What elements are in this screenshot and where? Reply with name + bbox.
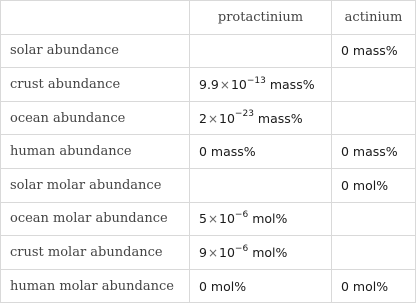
value-mantissa: 2 [199,110,207,126]
actinium-value: 0 mol% [332,269,416,303]
protactinium-value: 0 mol% [190,269,332,303]
value-mantissa: 5 [199,211,207,227]
value-times: × [207,212,219,227]
row-label: crust abundance [1,68,190,102]
actinium-value: 0 mass% [332,34,416,68]
protactinium-value: 0 mass% [190,135,332,169]
row-label: human molar abundance [1,269,190,303]
row-label: ocean abundance [1,101,190,135]
value-base: 10 [219,244,235,260]
protactinium-value [190,168,332,202]
actinium-value [332,202,416,236]
value-base: 10 [230,76,247,92]
value-exponent: −6 [234,243,249,254]
row-label: human abundance [1,135,190,169]
table-row [1,236,416,270]
value-unit: mol% [252,211,288,227]
protactinium-value [190,34,332,68]
header-protactinium: protactinium [190,1,332,35]
actinium-value [332,101,416,135]
value-unit: mol% [252,244,288,260]
header-actinium: actinium [332,1,416,35]
table-row [1,34,416,68]
actinium-value [332,236,416,270]
table-row [1,202,416,236]
value-mantissa: 9 [199,244,207,260]
value-times: × [207,245,219,260]
table-row [1,168,416,202]
actinium-value [332,68,416,102]
protactinium-value [190,236,332,270]
value-unit: mass% [257,110,303,126]
row-label: ocean molar abundance [1,202,190,236]
value-times: × [219,77,230,92]
header-empty-cell [1,1,190,35]
actinium-value: 0 mass% [332,135,416,169]
header-row [1,1,416,35]
row-label: solar molar abundance [1,168,190,202]
protactinium-value [190,101,332,135]
protactinium-value [190,202,332,236]
table-row [1,269,416,303]
row-label: crust molar abundance [1,236,190,270]
row-label: solar abundance [1,34,190,68]
value-base: 10 [219,110,235,126]
value-unit: mass% [269,76,315,92]
actinium-value: 0 mol% [332,168,416,202]
value-exponent: −6 [234,210,249,221]
value-base: 10 [219,211,235,227]
value-exponent: −23 [234,109,254,120]
table-row [1,135,416,169]
protactinium-value [190,68,332,102]
table-body [1,34,416,303]
value-times: × [207,111,219,126]
table-row [1,68,416,102]
table-row [1,101,416,135]
value-exponent: −13 [246,75,266,86]
value-mantissa: 9.9 [199,76,219,92]
